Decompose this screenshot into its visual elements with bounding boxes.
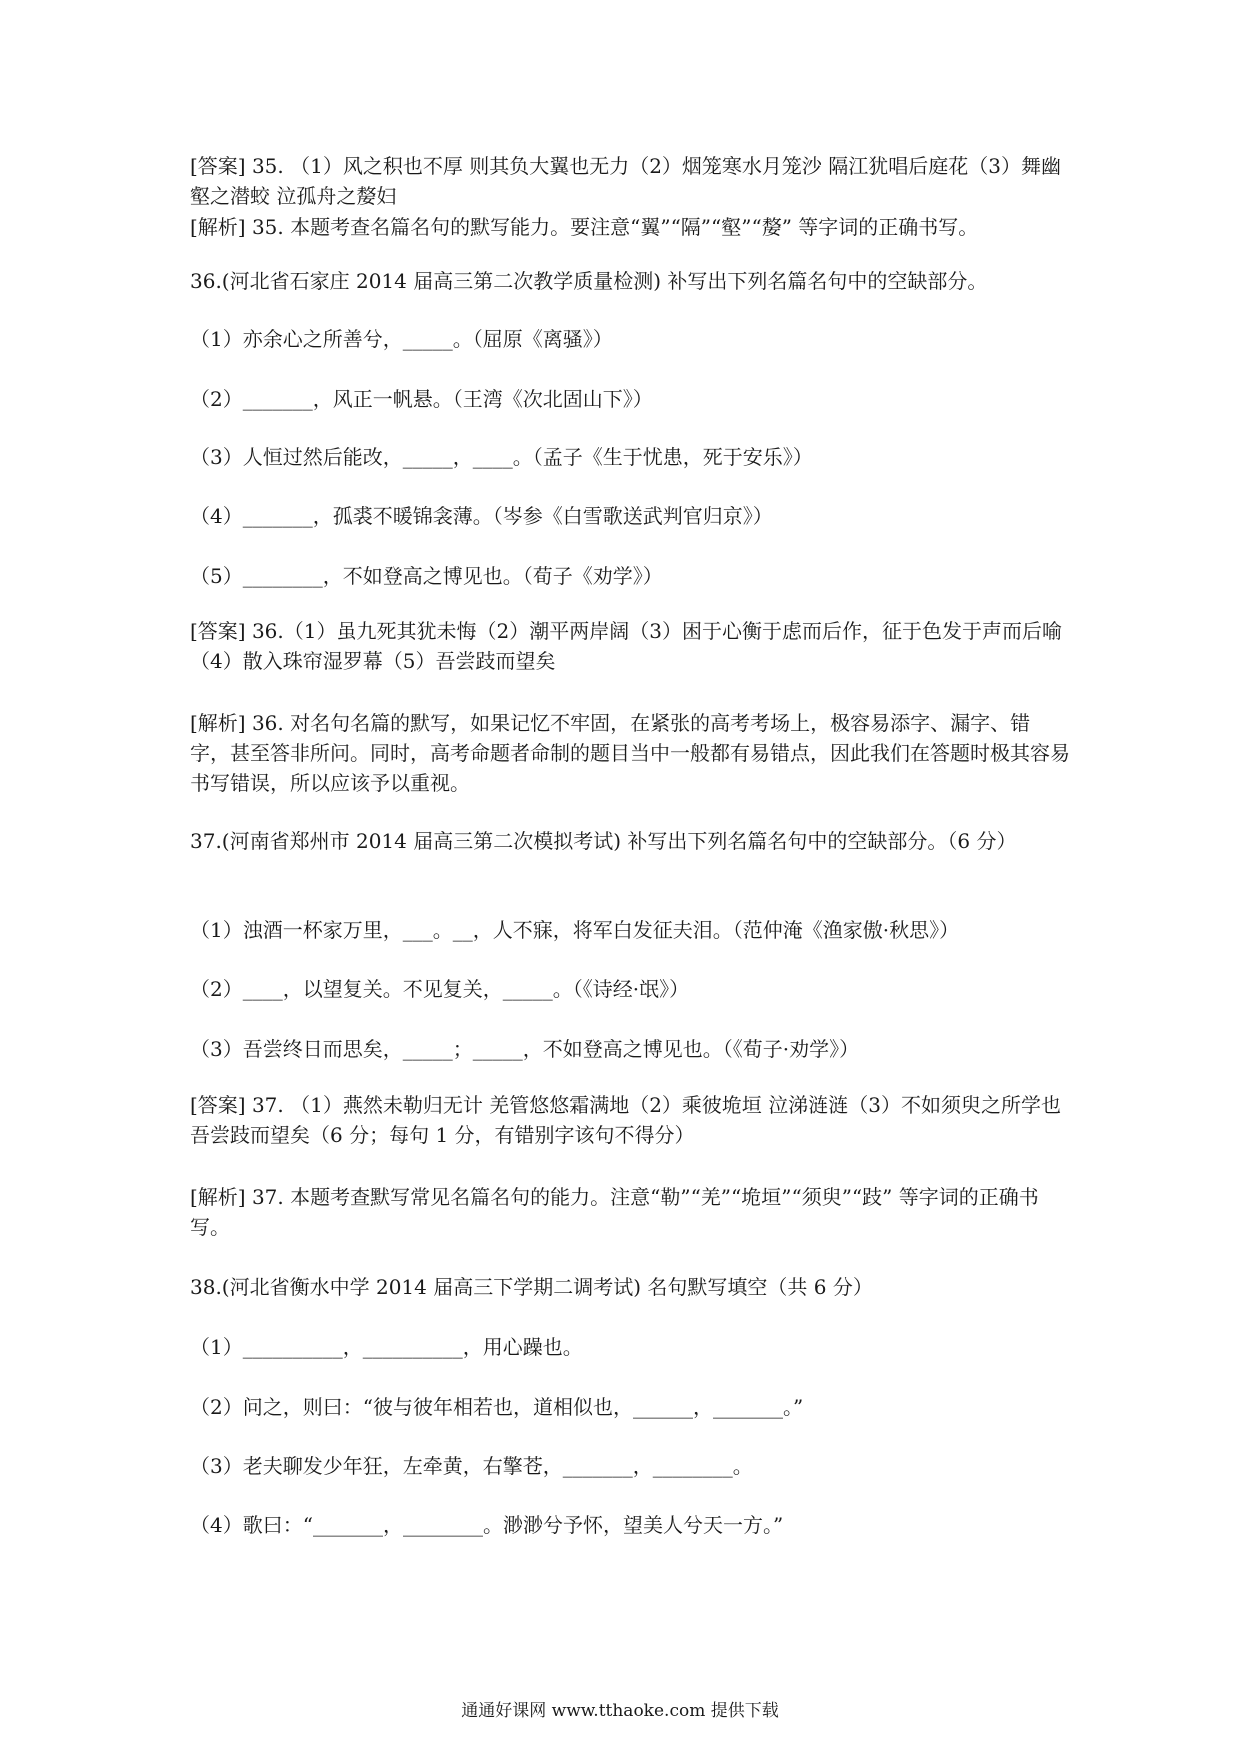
answer-37: [答案] 37. （1）燕然未勒归无计 羌管悠悠霜满地（2）乘彼垝垣 泣涕涟涟（3）不如须臾之所学也 吾尝跂而望矣（6 分；每句 1 分，有错别字该句不得分） <box>190 1093 1062 1147</box>
question-38-item-4: （4）歌曰：“_______，________。渺渺兮予怀，望美人兮天一方。” <box>190 1513 784 1537</box>
question-38-item-1: （1）__________，__________，用心躁也。 <box>190 1335 583 1359</box>
question-37-item-3: （3）吾尝终日而思矣，_____；_____，不如登高之博见也。（《荀子·劝学》） <box>190 1037 860 1061</box>
analysis-36: [解析] 36. 对名句名篇的默写，如果记忆不牢固，在紧张的高考考场上，极容易添字、漏字、错字，甚至答非所问。同时，高考命题者命制的题目当中一般都有易错点，因此我们在答题时极其容易书写错误，所以应该予以重视。 <box>190 711 1070 795</box>
question-36-item-2: （2）_______，风正一帆悬。（王湾《次北固山下》） <box>190 387 653 411</box>
question-36-item-5: （5）________，不如登高之博见也。（荀子《劝学》） <box>190 564 663 588</box>
question-37-item-1: （1）浊酒一杯家万里，___。__，人不寐，将军白发征夫泪。（范仲淹《渔家傲·秋思》） <box>190 918 960 942</box>
question-37-heading: 37.(河南省郑州市 2014 届高三第二次模拟考试) 补写出下列名篇名句中的空缺部分。（6 分） <box>190 829 1017 853</box>
question-36-heading: 36.(河北省石家庄 2014 届高三第二次教学质量检测) 补写出下列名篇名句中的空缺部分。 <box>190 269 988 293</box>
question-37-item-2: （2）____，以望复关。不见复关，_____。（《诗经·氓》） <box>190 977 690 1001</box>
analysis-35: [解析] 35. 本题考查名篇名句的默写能力。要注意“翼”“隔”“壑”“嫠” 等字词的正确书写。 <box>190 215 979 239</box>
question-38-item-2: （2）问之，则曰：“彼与彼年相若也，道相似也，______，_______。” <box>190 1395 804 1419</box>
page-footer: 通通好课网 www.tthaoke.com 提供下载 <box>461 1701 779 1721</box>
question-36-item-3: （3）人恒过然后能改，_____，____。（孟子《生于忧患，死于安乐》） <box>190 445 813 469</box>
question-38-heading: 38.(河北省衡水中学 2014 届高三下学期二调考试) 名句默写填空（共 6 分） <box>190 1275 873 1299</box>
analysis-37: [解析] 37. 本题考查默写常见名篇名句的能力。注意“勒”“羌”“垝垣”“须臾”“跂” 等字词的正确书写。 <box>190 1185 1039 1239</box>
answer-35: [答案] 35. （1）风之积也不厚 则其负大翼也无力（2）烟笼寒水月笼沙 隔江犹唱后庭花（3）舞幽壑之潜蛟 泣孤舟之嫠妇 <box>190 154 1062 208</box>
question-36-item-1: （1）亦余心之所善兮，_____。（屈原《离骚》） <box>190 327 613 351</box>
question-38-item-3: （3）老夫聊发少年狂，左牵黄，右擎苍，_______，________。 <box>190 1454 753 1478</box>
answer-36: [答案] 36.（1）虽九死其犹未悔（2）潮平两岸阔（3）困于心衡于虑而后作，征于色发于声而后喻（4）散入珠帘湿罗幕（5）吾尝跂而望矣 <box>190 619 1062 673</box>
question-36-item-4: （4）_______，孤裘不暖锦衾薄。（岑参《白雪歌送武判官归京》） <box>190 504 773 528</box>
